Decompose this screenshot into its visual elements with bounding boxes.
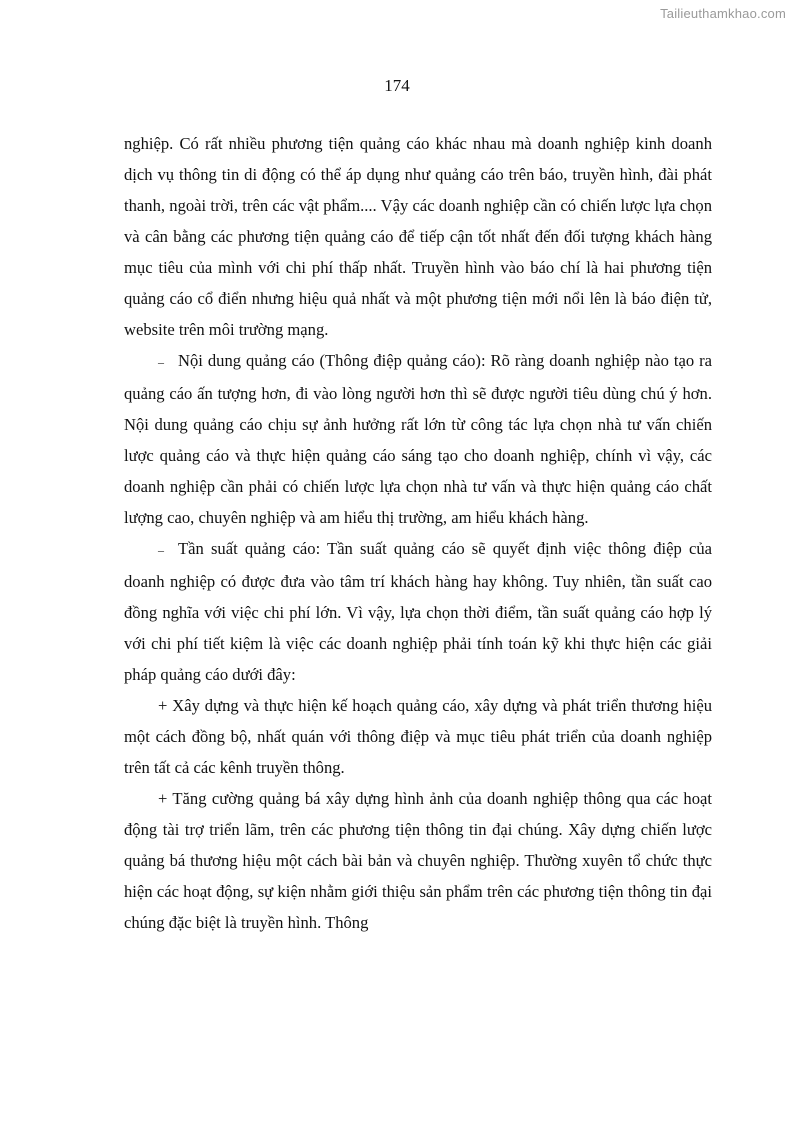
paragraph-plus-item-2	[124, 783, 712, 938]
paragraph-text: + Xây dựng và thực hiện kế hoạch quảng cáo, xây dựng và phát triển thương hiệu một cách đồng bộ, nhất quán với thông điệp và mục tiêu phát triển của doanh nghiệp trên tất cả các kênh truyền thông.	[124, 696, 712, 777]
dash-bullet: –	[158, 355, 164, 369]
body-text	[124, 128, 712, 938]
paragraph-text: Tần suất quảng cáo: Tần suất quảng cáo sẽ quyết định việc thông điệp của doanh nghiệp có được đưa vào tâm trí khách hàng hay không. Tuy nhiên, tần suất cao đồng nghĩa với việc chi phí lớn. Vì vậy, lựa chọn thời điểm, tần suất quảng cáo hợp lý với chi phí tiết kiệm là việc các doanh nghiệp phải tính toán kỹ khi thực hiện các giải pháp quảng cáo dưới đây:	[124, 539, 712, 684]
paragraph-text: nghiệp. Có rất nhiều phương tiện quảng cáo khác nhau mà doanh nghiệp kinh doanh dịch vụ thông tin di động có thể áp dụng như quảng cáo trên báo, truyền hình, đài phát thanh, ngoài trời, trên các vật phẩm.... Vậy các doanh nghiệp cần có chiến lược lựa chọn và cân bằng các phương tiện quảng cáo để tiếp cận tốt nhất đến đối tượng khách hàng mục tiêu của mình với chi phí thấp nhất. Truyền hình vào báo chí là hai phương tiện quảng cáo cổ điển nhưng hiệu quả nhất và một phương tiện mới nổi lên là báo điện tử, website trên môi trường mạng.	[124, 134, 712, 339]
paragraph-continuation	[124, 128, 712, 345]
dash-bullet: –	[158, 543, 164, 557]
paragraph-plus-item-1	[124, 690, 712, 783]
paragraph-ad-content	[124, 345, 712, 533]
page-number: 174	[384, 76, 410, 95]
watermark: Tailieuthamkhao.com	[660, 6, 786, 21]
paragraph-ad-frequency	[124, 533, 712, 690]
paragraph-text: + Tăng cường quảng bá xây dựng hình ảnh của doanh nghiệp thông qua các hoạt động tài trợ triển lãm, trên các phương tiện thông tin đại chúng. Xây dựng chiến lược quảng bá thương hiệu một cách bài bản và chuyên nghiệp. Thường xuyên tổ chức thực hiện các hoạt động, sự kiện nhằm giới thiệu sản phẩm trên các phương tiện thông tin đại chúng đặc biệt là truyền hình. Thông	[124, 789, 712, 932]
paragraph-text: Nội dung quảng cáo (Thông điệp quảng cáo): Rõ ràng doanh nghiệp nào tạo ra quảng cáo ấn tượng hơn, đi vào lòng người hơn thì sẽ được người tiêu dùng chú ý hơn. Nội dung quảng cáo chịu sự ảnh hưởng rất lớn từ công tác lựa chọn nhà tư vấn chiến lược quảng cáo và thực hiện quảng cáo sáng tạo cho doanh nghiệp, chính vì vậy, các doanh nghiệp cần phải có chiến lược lựa chọn nhà tư vấn và thực hiện quảng cáo chất lượng cao, chuyên nghiệp và am hiểu thị trường, am hiểu khách hàng.	[124, 351, 712, 527]
